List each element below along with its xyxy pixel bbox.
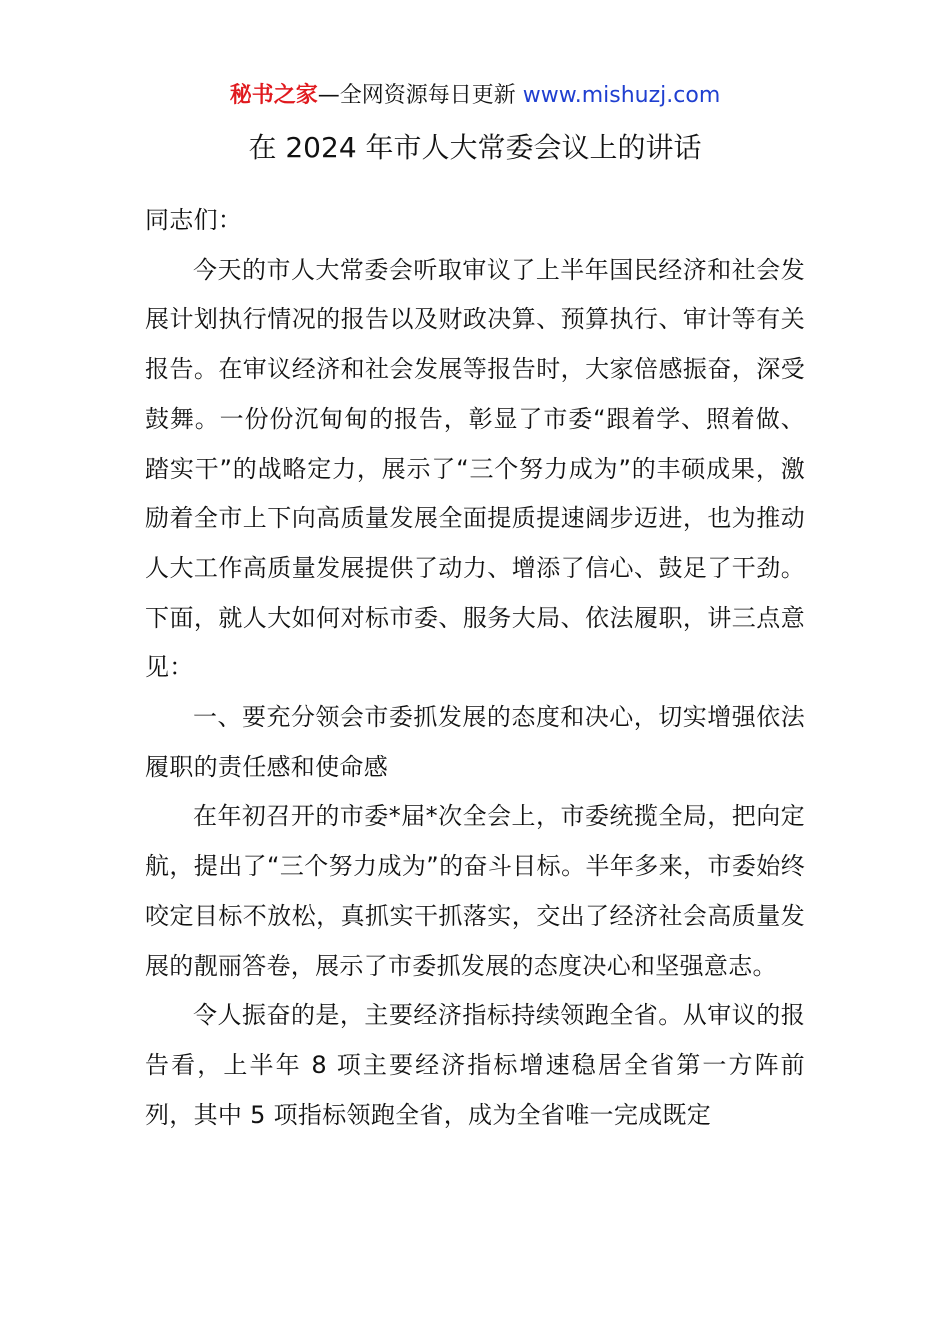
document-body <box>145 196 805 1140</box>
banner-brand: 秘书之家 <box>229 83 318 108</box>
paragraph: 令人振奋的是，主要经济指标持续领跑全省。从审议的报告看，上半年 8 项主要经济指标增速稳居全省第一方阵前列，其中 5 项指标领跑全省，成为全省唯一完成既定 <box>145 1001 805 1129</box>
banner-slogan: —全网资源每日更新 <box>317 83 516 108</box>
site-banner <box>0 80 950 112</box>
document-title: 在 2024 年市人大常委会议上的讲话 <box>248 131 702 164</box>
banner-url-link[interactable]: www.mishuzj.com <box>522 83 721 108</box>
paragraph-intro: 今天的市人大常委会听取审议了上半年国民经济和社会发展计划执行情况的报告以及财政决算、预算执行、审计等有关报告。在审议经济和社会发展等报告时，大家倍感振奋，深受鼓舞。一份份沉甸甸的报告，彰显了市委“跟着学、照着做、踏实干”的战略定力，展示了“三个努力成为”的丰硕成果，激励着全市上下向高质量发展全面提质提速阔步迈进，也为推动人大工作高质量发展提供了动力、增添了信心、鼓足了干劲。下面，就人大如何对标市委、服务大局、依法履职，讲三点意见： <box>145 255 805 682</box>
paragraph: 在年初召开的市委*届*次全会上，市委统揽全局，把向定航，提出了“三个努力成为”的奋斗目标。半年多来，市委始终咬定目标不放松，真抓实干抓落实，交出了经济社会高质量发展的靓丽答卷，展示了市委抓发展的态度决心和坚强意志。 <box>145 802 805 980</box>
salutation: 同志们： <box>145 206 243 234</box>
section-heading-1: 一、要充分领会市委抓发展的态度和决心，切实增强依法履职的责任感和使命感 <box>145 703 805 781</box>
